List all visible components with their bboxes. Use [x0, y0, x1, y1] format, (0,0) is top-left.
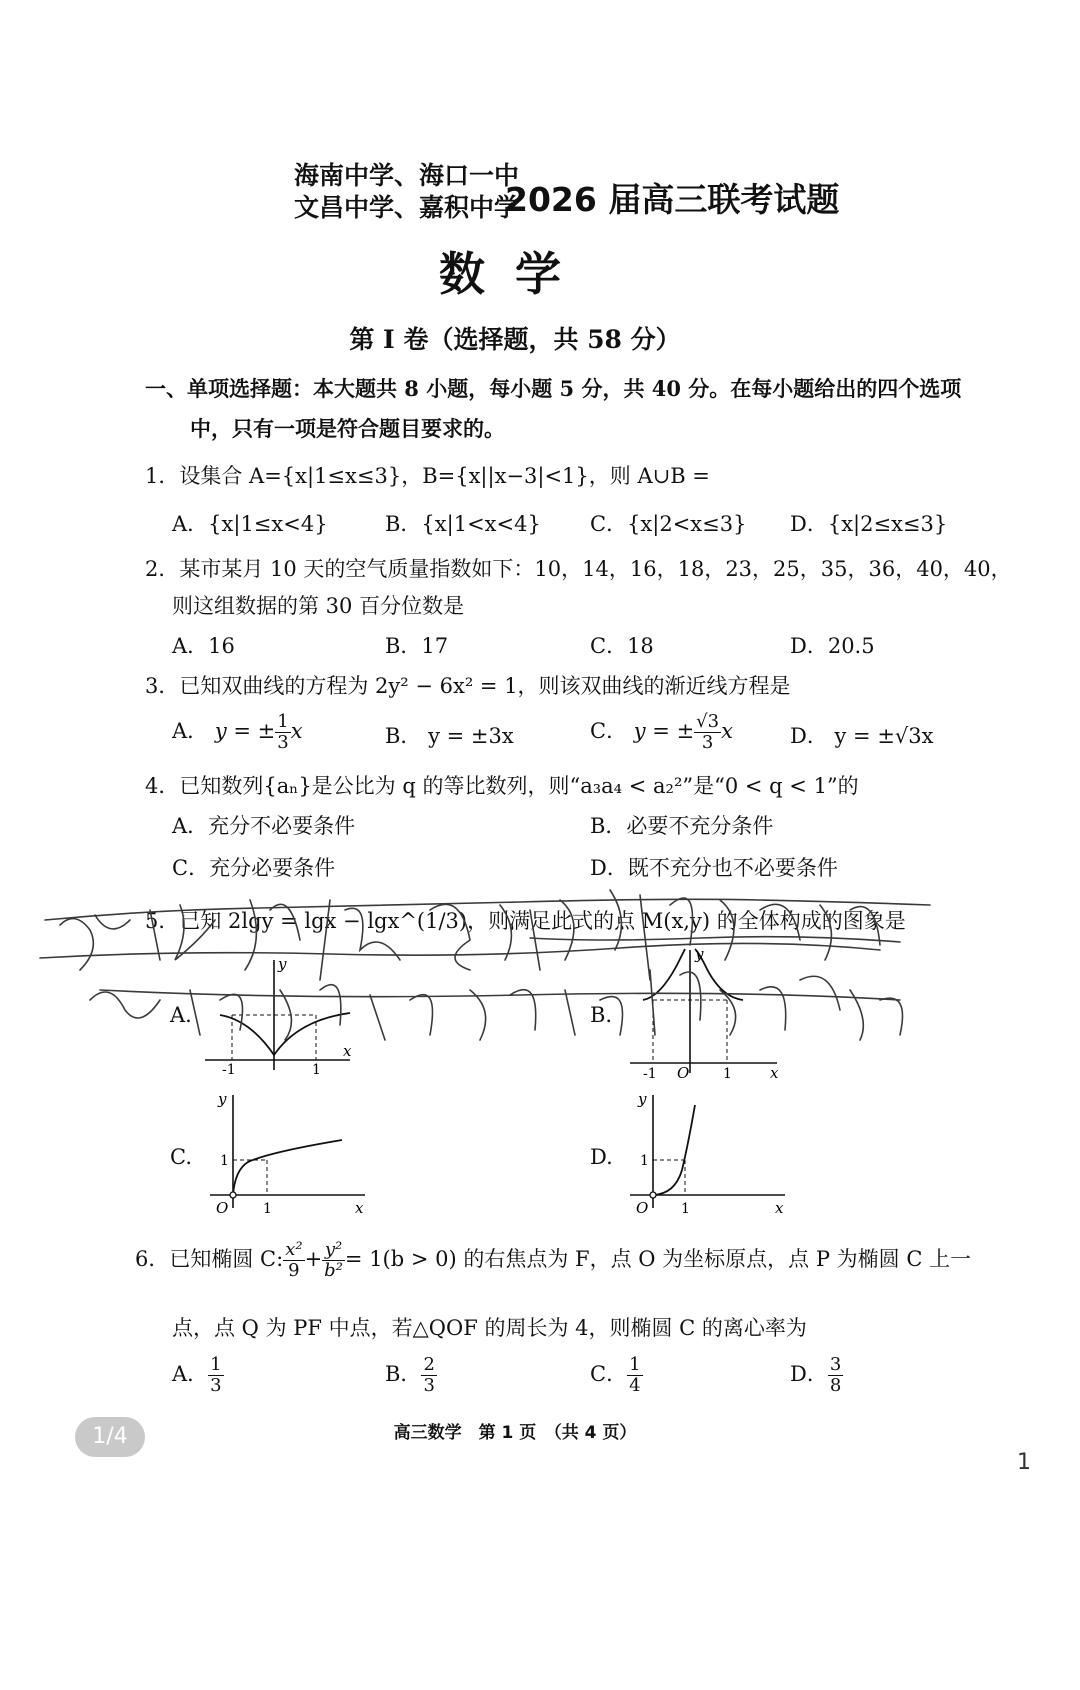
y-label: y — [638, 1090, 647, 1108]
option-label: B． — [385, 1362, 422, 1386]
exam-title: 2026 届高三联考试题 — [505, 180, 840, 219]
denominator: 3 — [210, 1375, 222, 1396]
question-2-option-b[interactable]: B．17 — [385, 634, 449, 658]
part-title: 第 I 卷（选择题，共 58 分） — [349, 325, 681, 354]
tick-label: 1 — [220, 1153, 229, 1169]
question-3-option-a[interactable] — [172, 712, 303, 753]
equation-lhs: y = ± — [633, 719, 695, 743]
fraction — [627, 1355, 642, 1396]
curve — [653, 1105, 695, 1195]
numerator: 1 — [210, 1354, 222, 1375]
question-1-option-b[interactable]: B．{x|1<x<4} — [385, 512, 541, 536]
open-point — [650, 1192, 656, 1198]
question-6-stem-line-1: 6．已知椭圆 C: $\frac{\text{x²}}{9}$ + $\frac{\text{y²}}{\text{b²}}$ = 1(b > 0) 的右焦点为 F，点 O 为坐标原点，点 P 为椭圆 C 上一 — [135, 1239, 972, 1281]
page-footer: 高三数学 第 1 页 （共 4 页） — [393, 1423, 637, 1443]
x-label: x — [355, 1199, 364, 1217]
tick-label: 1 — [681, 1201, 690, 1217]
fraction — [208, 1355, 223, 1396]
origin-label: O — [216, 1199, 229, 1217]
stem-suffix: = 1(b > 0) 的右焦点为 F，点 O 为坐标原点，点 P 为椭圆 C 上一 — [344, 1247, 972, 1271]
question-1-option-d[interactable]: D．{x|2≤x≤3} — [790, 512, 948, 536]
denominator: 9 — [288, 1260, 300, 1281]
x-label: x — [770, 1064, 779, 1080]
option-label: A． — [172, 719, 209, 743]
equation-lhs: y = ± — [214, 719, 276, 743]
question-2-option-c[interactable]: C．18 — [590, 634, 654, 658]
question-3-option-d[interactable]: D． y = ±√3x — [790, 724, 934, 748]
variable: x — [290, 719, 303, 743]
tick-label: -1 — [222, 1062, 236, 1075]
x-label: x — [775, 1199, 784, 1217]
question-1-option-a[interactable]: A．{x|1≤x<4} — [172, 512, 328, 536]
option-label: C． — [590, 1362, 628, 1386]
denominator: 4 — [629, 1375, 641, 1396]
section-instruction-line-2: 中，只有一项是符合题目要求的。 — [190, 416, 505, 441]
subject-title: 数学 — [439, 247, 591, 301]
y-label: y — [695, 945, 704, 963]
school-names — [294, 160, 519, 224]
fraction — [275, 712, 290, 753]
curve — [233, 1140, 342, 1195]
numerator: 1 — [629, 1354, 641, 1375]
y-label: y — [278, 955, 287, 973]
schools-line-2: 文昌中学、嘉积中学 — [294, 193, 520, 222]
denominator: 3 — [277, 732, 289, 753]
schools-line-1: 海南中学、海口一中 — [294, 161, 520, 190]
question-4-option-a[interactable]: A．充分不必要条件 — [172, 814, 356, 838]
numerator: x² — [285, 1239, 303, 1260]
question-4-stem: 4．已知数列{aₙ}是公比为 q 的等比数列，则“a₃a₄ < a₂²”是“0 < q < 1”的 — [145, 774, 859, 798]
page-number: 1 — [1017, 1450, 1031, 1475]
denominator: 3 — [701, 732, 714, 753]
x-label: x — [343, 1042, 352, 1060]
question-6-option-a[interactable] — [172, 1355, 224, 1396]
question-2-option-a[interactable]: A．16 — [172, 634, 235, 658]
origin-label: O — [677, 1064, 690, 1080]
question-5-option-c[interactable]: C. — [170, 1145, 192, 1169]
page-indicator-pill[interactable]: 1/4 — [75, 1417, 145, 1457]
numerator: 3 — [829, 1354, 842, 1375]
denominator: 3 — [423, 1375, 435, 1396]
graph-d — [620, 1090, 790, 1220]
question-4-option-d[interactable]: D．既不充分也不必要条件 — [590, 856, 838, 880]
section-instruction-line-1: 一、单项选择题：本大题共 8 小题，每小题 5 分，共 40 分。在每小题给出的四个选项 — [145, 376, 962, 401]
denominator: 8 — [829, 1375, 842, 1396]
question-4-option-c[interactable]: C．充分必要条件 — [172, 856, 336, 880]
question-3-stem: 3．已知双曲线的方程为 2y² − 6x² = 1，则该双曲线的渐近线方程是 — [145, 674, 791, 698]
handwritten-scribble — [0, 850, 1000, 1060]
numerator: √3 — [696, 711, 720, 732]
question-6-stem-line-2: 点，点 Q 为 PF 中点，若△QOF 的周长为 4，则椭圆 C 的离心率为 — [172, 1316, 807, 1340]
question-4-option-b[interactable]: B．必要不充分条件 — [590, 814, 774, 838]
denominator: b² — [324, 1260, 343, 1281]
question-6-option-b[interactable] — [385, 1355, 437, 1396]
question-5-option-a[interactable]: A. — [170, 1003, 192, 1027]
question-6-option-d[interactable] — [790, 1355, 843, 1396]
question-3-option-b[interactable]: B． y = ±3x — [385, 724, 514, 748]
variable: x — [721, 719, 733, 743]
graph-c — [200, 1090, 370, 1220]
question-1-option-c[interactable]: C．{x|2<x≤3} — [590, 512, 747, 536]
question-2-stem-line-2: 则这组数据的第 30 百分位数是 — [172, 594, 465, 618]
scribble-strokes — [40, 890, 930, 1040]
question-5-option-d[interactable]: D. — [590, 1145, 613, 1169]
question-5-stem: 5．已知 2lgy = lgx − lgx^(1/3)，则满足此式的点 M(x,y) 的全体构成的图象是 — [145, 909, 906, 933]
question-3-option-c[interactable] — [590, 712, 733, 753]
fraction — [322, 1240, 345, 1281]
stem-prefix: 6．已知椭圆 C: — [135, 1247, 284, 1271]
question-2-option-d[interactable]: D．20.5 — [790, 634, 875, 658]
tick-label: 1 — [640, 1153, 649, 1169]
option-label: A． — [172, 1362, 209, 1386]
question-6-option-c[interactable] — [590, 1355, 643, 1396]
numerator: 2 — [423, 1354, 435, 1375]
tick-label: 1 — [312, 1062, 321, 1075]
numerator: 1 — [277, 711, 289, 732]
question-1-stem: 1．设集合 A={x|1≤x≤3}，B={x||x−3|<1}，则 A∪B = — [145, 464, 710, 488]
fraction — [283, 1240, 304, 1281]
question-2-stem-line-1: 2．某市某月 10 天的空气质量指数如下：10，14，16，18，23，25，35，36，40，40， — [145, 557, 1012, 581]
fraction — [828, 1355, 843, 1396]
tick-label: -1 — [643, 1066, 657, 1080]
y-label: y — [218, 1090, 227, 1108]
option-label: C． — [590, 719, 628, 743]
origin-label: O — [636, 1199, 649, 1217]
tick-label: 1 — [263, 1201, 272, 1217]
numerator: y² — [322, 1240, 345, 1261]
tick-label: 1 — [723, 1066, 732, 1080]
question-5-option-b[interactable]: B. — [590, 1003, 613, 1027]
option-label: D． — [790, 1362, 828, 1386]
fraction — [694, 712, 721, 753]
open-point — [230, 1192, 236, 1198]
fraction — [421, 1355, 436, 1396]
